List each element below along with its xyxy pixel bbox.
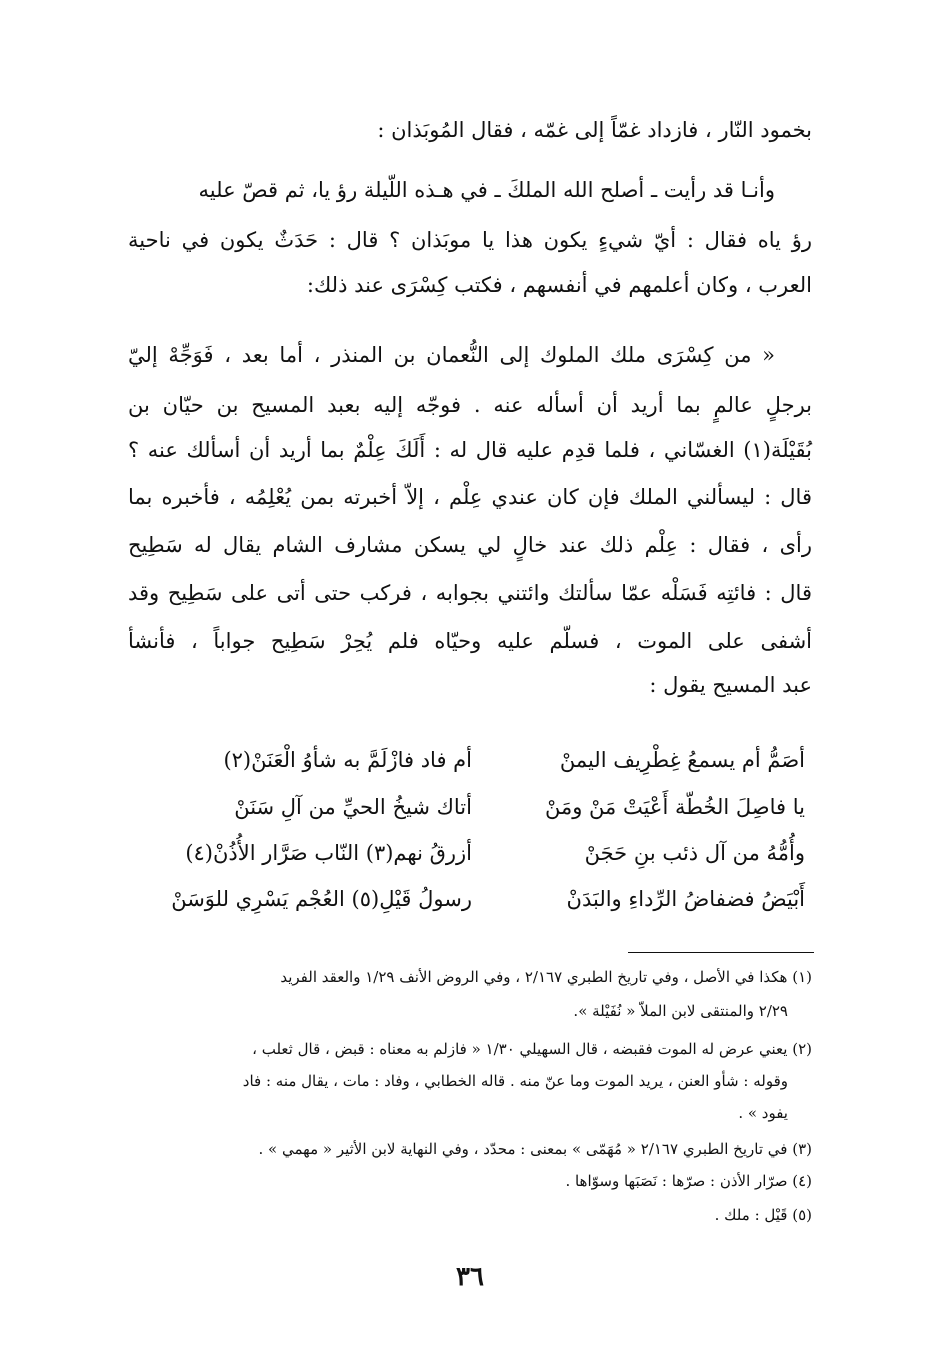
verse-2-second-hemistich: أتاك شيخُ الحيِّ من آلِ سَنَنْ xyxy=(234,795,472,819)
footnote-separator xyxy=(628,952,814,953)
para2-line-5: رأى ، فقال : عِلْم ذلك عند خالٍ لي يسكن مشارف الشام يقال له سَطِيح xyxy=(128,533,812,557)
footnote-2: (٢) يعني عرض له الموت فقبضه ، قال السهيلي ١/٣٠ « فازلم به معناه : قبض ، قال ثعلب ، xyxy=(252,1040,812,1058)
verse-1-second-hemistich: أم فاد فازْلَمَّ به شأوُ الْعَنَنْ(٢) xyxy=(223,748,472,772)
verse-4-first-hemistich: أَبْيَضُ فضفاضُ الرِّداءِ والبَدَنْ xyxy=(566,887,805,911)
para2-line-1: « من كِسْرَى ملك الملوك إلى النُّعمان بن المنذر ، أما بعد ، فَوَجِّهْ إليّ xyxy=(128,343,775,367)
para2-line-7: أشفى على الموت ، فسلّم عليه وحيّاه فلم يُحِرْ سَطِيح جواباً ، فأنشأ xyxy=(128,629,812,653)
footnote-2-continued: وقوله : شأو العنن ، يريد الموت وما عنّ منه . قاله الخطابي ، وفاد : مات ، يقال منه : فاد xyxy=(242,1072,788,1090)
footnote-1: (١) هكذا في الأصل ، وفي تاريخ الطبري ٢/١٦٧ ، وفي الروض الأنف ١/٢٩ والعقد الفريد xyxy=(280,968,812,986)
para2-line-2: برجلٍ عالمٍ بما أريد أن أسأله عنه . فوجّه إليه بعبد المسيح بن حيّان بن xyxy=(128,393,812,417)
verse-1-first-hemistich: أصَمُّ أم يسمعُ غِطْرِيف اليمنْ xyxy=(559,748,805,772)
verse-3-second-hemistich: أزرقُ نهم(٣) النّاب صَرَّار الأُذُنْ(٤) xyxy=(185,841,472,865)
para1-line-3: العرب ، وكان أعلمهم في أنفسهم ، فكتب كِسْرَى عند ذلك: xyxy=(306,273,812,297)
para2-line-6: قال : فائتِه فَسَلْه عمّا سألتك وائتني بجوابه ، فركب حتى أتى على سَطِيح وقد xyxy=(128,581,812,605)
footnote-1-continued: ٢/٢٩ والمنتقى لابن الملاّ « نُفَيْلة ». xyxy=(573,1002,788,1020)
top-line: بخمود النّار ، فازداد غمّاً إلى غمّه ، فقال المُوبَذان : xyxy=(377,118,812,142)
footnote-5: (٥) قَيْل : ملك . xyxy=(714,1206,812,1224)
para2-line-3: بُقَيْلَة(١) الغسّاني ، فلما قدِم عليه قال له : أَلَكَ عِلْمٌ بما أريد أن أسألك عنه ؟ xyxy=(128,438,812,462)
footnote-3: (٣) في تاريخ الطبري ٢/١٦٧ « مُهَمّى » بمعنى : محدّد ، وفي النهاية لابن الأثير « مهمي » . xyxy=(258,1140,812,1158)
para2-line-4: قال : ليسألني الملك فإن كان عندي عِلْم ، إلاّ أخبرته بمن يُعْلِمُه ، فأخبره بما xyxy=(128,485,812,509)
verse-4-second-hemistich: رسولُ قَيْلِ(٥) العُجْم يَسْرِي للوَسَنْ xyxy=(171,887,472,911)
verse-3-first-hemistich: وأُمُّهُ من آل ذئب بنِ حَجَنْ xyxy=(584,841,805,865)
page-number: ٣٦ xyxy=(456,1262,484,1292)
para1-line-2: رؤ ياه فقال : أيّ شيءٍ يكون هذا يا موبَذان ؟ قال : حَدَثٌ يكون في ناحية xyxy=(128,228,812,252)
footnote-2-end: يفود » . xyxy=(738,1104,788,1122)
para2-line-8: عبد المسيح يقول : xyxy=(649,673,812,697)
para1-line-1: وأنـا قد رأيت ـ أصلح الله الملكَ ـ في هـذه اللّيلة رؤ يا، ثم قصّ عليه xyxy=(198,178,775,202)
footnote-4: (٤) صرّار الأذن : صرّها : نَصَبَها وسوّاها . xyxy=(565,1172,812,1190)
verse-2-first-hemistich: يا فاصِلَ الخُطّة أَعْيَتْ مَنْ ومَنْ xyxy=(545,795,805,819)
